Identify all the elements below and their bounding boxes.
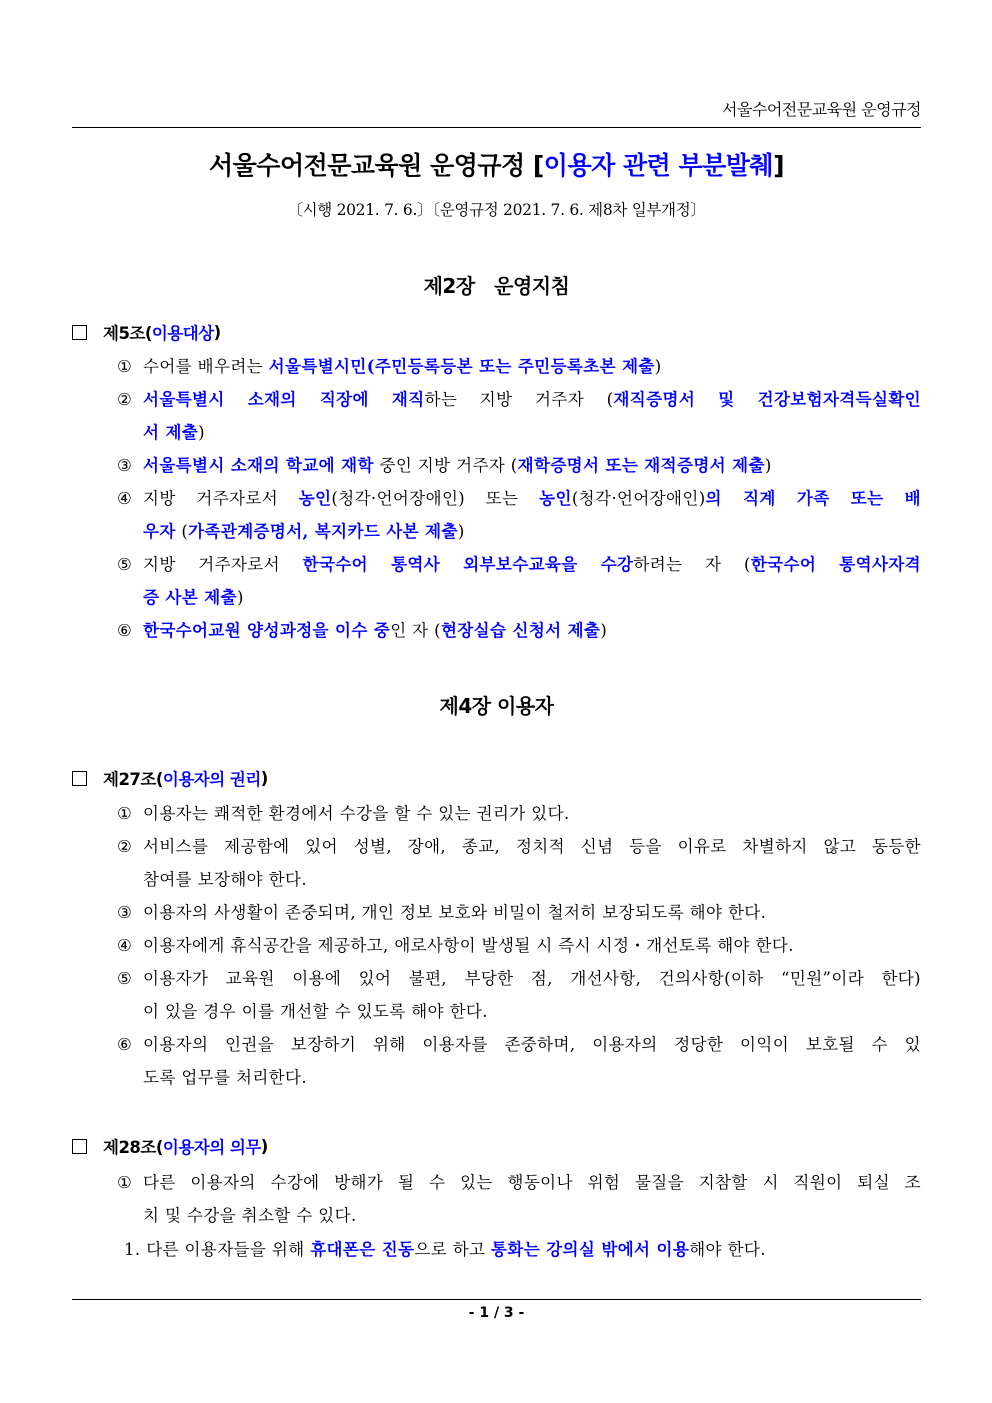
list-item xyxy=(117,929,921,962)
list-item xyxy=(117,350,921,383)
item-number: ③ xyxy=(117,903,133,922)
item-line xyxy=(117,449,921,482)
list-item xyxy=(117,797,921,830)
item-line-continued: 이 있을 경우 이를 개선할 수 있도록 해야 한다. xyxy=(143,1002,488,1021)
highlight-text: 통화는 강의실 밖에서 이용 xyxy=(491,1240,690,1259)
article-27-heading xyxy=(72,766,268,790)
chapter-4-heading: 제4장 이용자 xyxy=(439,694,554,718)
item-line-continued: 참여를 보장해야 한다. xyxy=(143,870,307,889)
text: ) xyxy=(236,588,244,607)
item-line-continued xyxy=(117,416,921,449)
item-line: ④ 이용자에게 휴식공간을 제공하고, 애로사항이 발생될 시 즉시 시정・개선토록 해야 한다. xyxy=(117,929,921,962)
header-rule xyxy=(72,127,921,128)
item-line-continued: 도록 업무를 처리한다. xyxy=(143,1068,307,1087)
article-suffix: ) xyxy=(260,768,268,788)
item-line-continued: 치 및 수강을 취소할 수 있다. xyxy=(143,1206,357,1225)
highlight-text: 재직증명서 및 건강보험자격득실확인 xyxy=(613,390,922,409)
list-item xyxy=(117,830,921,896)
text: ( xyxy=(175,522,189,541)
text: 수어를 배우려는 xyxy=(143,357,269,376)
text: 지방 거주자로서 xyxy=(143,555,303,574)
highlight-text: 한국수어 통역사자격 xyxy=(750,555,921,574)
article-prefix: 제27조( xyxy=(103,770,163,789)
text: (청각·언어장애인) xyxy=(571,489,706,508)
text: 지방 거주자로서 xyxy=(143,489,299,508)
list-item xyxy=(117,548,921,614)
list-item xyxy=(117,449,921,482)
article-prefix: 제5조( xyxy=(103,324,152,343)
article-5-heading xyxy=(72,320,221,344)
checkbox-icon xyxy=(72,325,87,340)
item-number: ② xyxy=(117,390,133,409)
footer-rule xyxy=(72,1299,921,1300)
title-main: 서울수어전문교육원 운영규정 [ xyxy=(209,151,544,180)
item-line xyxy=(117,614,921,647)
item-number: ① xyxy=(117,804,133,823)
text: 하는 지방 거주자 ( xyxy=(424,390,614,409)
article-prefix: 제28조( xyxy=(103,1138,163,1157)
highlight-text: 현장실습 신청서 제출 xyxy=(441,621,601,640)
highlight-text: 증 사본 제출 xyxy=(143,588,237,607)
item-line: ⑤ 이용자가 교육원 이용에 있어 불편, 부당한 점, 개선사항, 건의사항(이하 “민원”이라 한다) xyxy=(117,962,921,995)
item-line: ③ 이용자의 사생활이 존중되며, 개인 정보 보호와 비밀이 철저히 보장되도록 해야 한다. xyxy=(117,896,921,929)
highlight-text: 서울특별시민(주민등록등본 또는 주민등록초본 제출 xyxy=(268,357,655,376)
list-item xyxy=(117,482,921,548)
item-line xyxy=(117,383,921,416)
sub-item-number: 1. xyxy=(124,1240,141,1259)
highlight-text: 재학증명서 또는 재적증명서 제출 xyxy=(517,456,765,475)
text: 중인 지방 거주자 ( xyxy=(373,456,518,475)
text: 하려는 자 ( xyxy=(633,555,751,574)
list-item xyxy=(117,1166,921,1232)
highlight-text: 서 제출 xyxy=(143,423,199,442)
sub-item-1 xyxy=(124,1233,766,1266)
text: 으로 하고 xyxy=(414,1240,492,1259)
document-subtitle: 〔시행 2021. 7. 6.〕〔운영규정 2021. 7. 6. 제8차 일부개정〕 xyxy=(287,201,706,219)
item-number: ④ xyxy=(117,489,133,508)
chapter-2-heading: 제2장 운영지침 xyxy=(423,274,570,298)
item-number: ⑥ xyxy=(117,621,133,640)
item-line-continued xyxy=(117,515,921,548)
item-number: ⑤ xyxy=(117,555,133,574)
title-close: ] xyxy=(773,151,784,180)
item-number: ④ xyxy=(117,936,133,955)
item-line: ⑥ 이용자의 인권을 보장하기 위해 이용자를 존중하며, 이용자의 정당한 이익이 보호될 수 있 xyxy=(117,1028,921,1061)
checkbox-icon xyxy=(72,771,87,786)
highlight-text: 의 직계 가족 또는 배 xyxy=(705,489,921,508)
page-number: - 1 / 3 - xyxy=(468,1305,525,1321)
running-header: 서울수어전문교육원 운영규정 xyxy=(721,100,921,119)
text: ) xyxy=(198,423,206,442)
text: ) xyxy=(600,621,608,640)
title-highlight: 이용자 관련 부분발췌 xyxy=(543,151,774,180)
list-item xyxy=(117,614,921,647)
text: (청각·언어장애인) 또는 xyxy=(331,489,540,508)
text: ) xyxy=(457,522,465,541)
article-suffix: ) xyxy=(260,1136,268,1156)
document-title xyxy=(72,146,921,182)
item-line xyxy=(117,548,921,581)
highlight-text: 농인 xyxy=(539,489,572,508)
highlight-text: 농인 xyxy=(298,489,332,508)
item-line: ② 서비스를 제공함에 있어 성별, 장애, 종교, 정치적 신념 등을 이유로 차별하지 않고 동등한 xyxy=(117,830,921,863)
item-number: ⑥ xyxy=(117,1035,133,1054)
list-item xyxy=(117,383,921,449)
text: ) xyxy=(654,357,662,376)
highlight-text: 서울특별시 소재의 직장에 재직 xyxy=(143,390,425,409)
item-line xyxy=(117,350,921,383)
highlight-text: 한국수어교원 양성과정을 이수 중 xyxy=(143,621,391,640)
item-number: ② xyxy=(117,837,133,856)
list-item xyxy=(117,962,921,1028)
item-number: ⑤ xyxy=(117,969,133,988)
item-line: ① 이용자는 쾌적한 환경에서 수강을 할 수 있는 권리가 있다. xyxy=(117,797,921,830)
article-label: 이용자의 권리 xyxy=(162,770,261,789)
highlight-text: 서울특별시 소재의 학교에 재학 xyxy=(143,456,374,475)
text: 인 자 ( xyxy=(390,621,441,640)
article-label: 이용대상 xyxy=(151,324,214,343)
list-item xyxy=(117,896,921,929)
item-number: ① xyxy=(117,357,133,376)
highlight-text: 휴대폰은 진동 xyxy=(310,1240,415,1259)
article-label: 이용자의 의무 xyxy=(162,1138,261,1157)
text: ) xyxy=(764,456,772,475)
item-number: ① xyxy=(117,1173,133,1192)
item-number: ③ xyxy=(117,456,133,475)
text: 다른 이용자들을 위해 xyxy=(140,1240,311,1259)
highlight-text: 우자 xyxy=(143,522,176,541)
highlight-text: 한국수어 통역사 외부보수교육을 수강 xyxy=(302,555,634,574)
checkbox-icon xyxy=(72,1139,87,1154)
item-line: ① 다른 이용자의 수강에 방해가 될 수 있는 행동이나 위험 물질을 지참할 시 직원이 퇴실 조 xyxy=(117,1166,921,1199)
text: 해야 한다. xyxy=(689,1240,766,1259)
list-item xyxy=(117,1028,921,1094)
item-line-continued xyxy=(117,581,921,614)
item-line xyxy=(117,482,921,515)
article-28-heading xyxy=(72,1134,268,1158)
article-suffix: ) xyxy=(213,322,221,342)
highlight-text: 가족관계증명서, 복지카드 사본 제출 xyxy=(188,522,458,541)
